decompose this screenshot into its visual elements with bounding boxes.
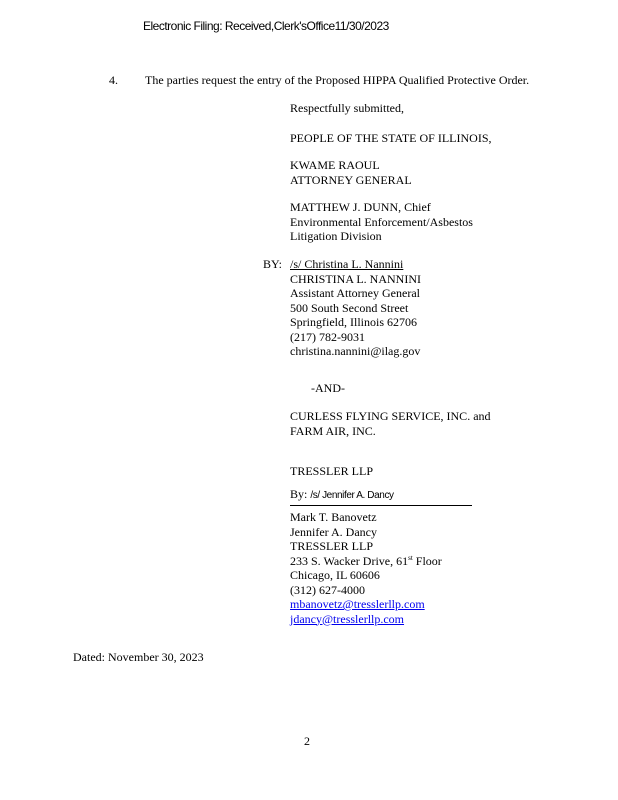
defendant-party-line2: FARM AIR, INC. [290, 423, 376, 438]
attorney-general-name: KWAME RAOUL [290, 158, 380, 172]
defendant-address-line1: 233 S. Wacker Drive, 61st Floor [290, 553, 442, 568]
electronic-filing-header: Electronic Filing: Received,Clerk'sOffice11/30/2023 [143, 19, 389, 33]
defendant-counsel-block [290, 510, 442, 626]
defendant-firm2: TRESSLER LLP [290, 539, 374, 553]
paragraph-text: The parties request the entry of the Proposed HIPPA Qualified Protective Order. [145, 73, 530, 87]
plaintiff-signature: /s/ Christina L. Nannini [290, 257, 404, 271]
chief-name: MATTHEW J. DUNN, Chief [290, 200, 431, 214]
plaintiff-phone: (217) 782-9031 [290, 329, 365, 344]
defendant-firm: TRESSLER LLP [290, 464, 374, 478]
plaintiff-email: christina.nannini@ilag.gov [290, 344, 421, 358]
page-number: 2 [304, 734, 310, 748]
attorney-general-title: ATTORNEY GENERAL [290, 172, 412, 187]
signature-underline [290, 487, 472, 506]
defendant-phone: (312) 627-4000 [290, 582, 365, 597]
plaintiff-address-line2: Springfield, Illinois 62706 [290, 315, 417, 329]
defendant-email1-link[interactable]: mbanovetz@tresslerllp.com [290, 597, 425, 611]
and-label: -AND- [311, 381, 345, 395]
defendant-address-line2: Chicago, IL 60606 [290, 568, 380, 582]
chief-division-line1: Environmental Enforcement/Asbestos [290, 214, 473, 229]
defendant-signature: /s/ Jennifer A. Dancy [310, 490, 394, 501]
defendant-email2-link[interactable]: jdancy@tresslerllp.com [290, 611, 405, 626]
plaintiff-by-label: BY: [263, 257, 282, 271]
closing-text: Respectfully submitted, [290, 101, 404, 115]
plaintiff-attorney-name: CHRISTINA L. NANNINI [290, 271, 421, 286]
defendant-party-line1: CURLESS FLYING SERVICE, INC. and [290, 409, 491, 423]
chief-division-line2: Litigation Division [290, 229, 382, 243]
defendant-signature-line [290, 487, 472, 506]
plaintiff-attorney-title: Assistant Attorney General [290, 286, 420, 300]
defendant-attorney2: Jennifer A. Dancy [290, 524, 377, 539]
defendant-by-label: By: [290, 487, 308, 501]
chief-block [290, 200, 473, 244]
attorney-general-block [290, 158, 412, 187]
plaintiff-address-line1: 500 South Second Street [290, 300, 409, 315]
defendant-attorney1: Mark T. Banovetz [290, 510, 377, 524]
plaintiff-signature-block [290, 257, 421, 359]
dated-line: Dated: November 30, 2023 [73, 650, 204, 664]
plaintiff-party: PEOPLE OF THE STATE OF ILLINOIS, [290, 131, 492, 145]
defendant-party-block [290, 409, 491, 438]
paragraph-number: 4. [109, 73, 118, 87]
